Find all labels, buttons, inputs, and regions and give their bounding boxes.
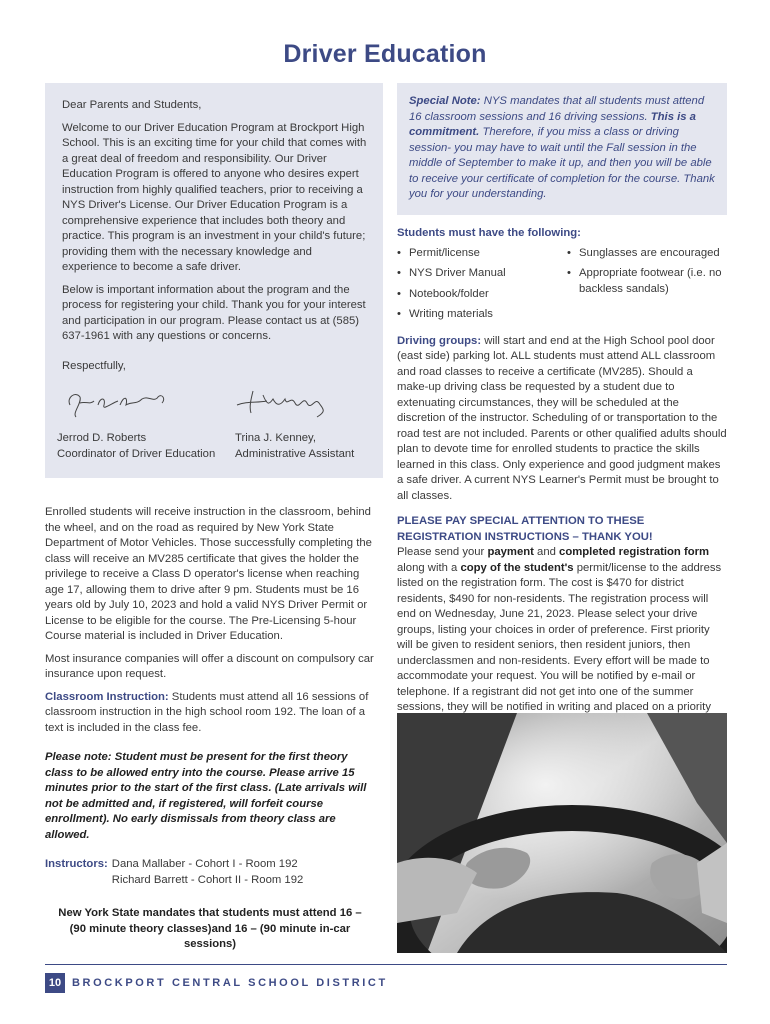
right-column: [397, 226, 727, 731]
registration-instructions: [397, 545, 727, 731]
instructor-2: Richard Barrett - Cohort II - Room 192: [111, 873, 304, 886]
signer-kenney: [235, 431, 354, 462]
registration-text: permit/license to the address listed on the registration form. The cost is $470 for district residents, $490 for non-residents. The registration process will end on Wednesday, June 21, 2023. Please select your drive groups, listing your choices in order of preference. First priority will be given to resident seniors, then resident juniors, then underclassmen and non-residents. Every effort will be made to accommodate your request. You will be notified by e-mail or telephone. If a registrant did not get into one of the summer sessions, they will be notified in writing and placed on a priority: [397, 561, 722, 713]
welcome-letter: [45, 83, 383, 478]
mandate-line-1: New York State mandates that students must attend 16 –: [58, 907, 362, 919]
special-note-text-2: Therefore, if you miss a class or driving session- you may have to wait until the Fall session in the middle of September to make it up, and then you will be able to receive your certificate of completion for the course. Thank you for your understanding.: [409, 126, 715, 200]
list-item: • Writing materials: [397, 307, 567, 323]
list-item: • Sunglasses are encouraged: [567, 246, 727, 262]
steering-wheel-photo: [397, 713, 727, 953]
list-item: • Appropriate footwear (i.e. no backless sandals): [567, 266, 727, 297]
list-item: • NYS Driver Manual: [397, 266, 567, 282]
letter-greeting: Dear Parents and Students,: [62, 99, 202, 111]
footer-divider: [45, 964, 727, 965]
registration-text: Please send your: [397, 546, 488, 558]
requirements-heading: Students must have the following:: [397, 227, 581, 239]
list-item: • Permit/license: [397, 246, 567, 262]
please-note: Please note: Student must be present for the first theory class to be allowed entry into the course. Please arrive 15 minutes prior to the start of the first class. (Late arrivals will not be admitted and, if registered, will forfeit course enrollment). No early dismissals from theory class are allowed.: [45, 751, 367, 841]
signature-kenney: [233, 381, 333, 421]
instructors: [45, 857, 375, 888]
driving-groups-text: will start and end at the High School pool door (east side) parking lot. ALL students must attend ALL classroom and road classes to receive a certificate (MV285). Should a make-up driving class be requested by a student due to extenuating circumstances, they will be scheduled at the discretion of the instructor. Scheduling of or transportation to the road test are not included. Parents or other qualified adults should plan to devote time for enrolled students to practice the skills learned in this class. Only experience and good judgment makes a safe driver. A current NYS Learner's Permit must be brought to all classes.: [397, 334, 727, 502]
letter-paragraph-2: Below is important information about the program and the process for registering your child. Thank you for your interest and participation in our program. Please contact us at (585) 637-1961 with any questions or concerns.: [62, 283, 366, 342]
instructors-label: Instructors:: [45, 858, 108, 870]
mandate-line-2: (90 minute theory classes)and 16 – (90 minute in-car sessions): [69, 922, 351, 950]
left-column: [45, 505, 375, 953]
special-note-text-1: NYS mandates that all students must attend 16 classroom sessions and 16 driving sessions.: [409, 95, 705, 123]
insurance-paragraph: Most insurance companies will offer a discount on compulsory car insurance upon request.: [45, 652, 374, 680]
classroom-label: Classroom Instruction:: [45, 690, 169, 703]
mandate-statement: [45, 906, 375, 953]
list-item: • Notebook/folder: [397, 287, 567, 303]
district-name: BROCKPORT CENTRAL SCHOOL DISTRICT: [72, 977, 388, 989]
special-note-commitment: This is a commitment.: [409, 110, 696, 138]
requirements-list: [397, 246, 727, 328]
classroom-text: Students must attend all 16 sessions of classroom instruction in the high school room 192. The loan of a text is included in the class fee.: [45, 690, 369, 734]
signer-title: Coordinator of Driver Education: [57, 447, 216, 460]
driving-groups-paragraph: [397, 334, 727, 505]
classroom-paragraph: [45, 690, 375, 737]
registration-bold: completed registration form: [559, 546, 710, 558]
registration-bold: payment: [487, 546, 534, 558]
letter-closing: Respectfully,: [62, 359, 126, 372]
signer-name: Jerrod D. Roberts: [57, 432, 147, 444]
registration-text: along with a: [397, 561, 461, 574]
signature-roberts: [62, 383, 172, 423]
registration-text: and: [533, 546, 560, 558]
signer-title: Administrative Assistant: [235, 447, 355, 460]
instructor-1: Dana Mallaber - Cohort I - Room 192: [111, 858, 298, 870]
enrolled-paragraph: Enrolled students will receive instruction in the classroom, behind the wheel, and on the road as required by New York State Department of Motor Vehicles. Those successfully completing the class will receive an MV285 certificate that gives the holder the privilege to receive a Class D operator's license when reaching age 17, allowing them to drive after 9 pm. Students must be 16 years old by July 10, 2023 and hold a valid NYS Driver Permit or License to be eligible for the course. The Pre-Licensing 5-hour Course material is included in Driver Education.: [45, 506, 372, 642]
registration-heading: PLEASE PAY SPECIAL ATTENTION TO THESE REGISTRATION INSTRUCTIONS – THANK YOU!: [397, 515, 653, 543]
special-note-box: [397, 83, 727, 215]
registration-bold: copy of the student's: [460, 561, 574, 574]
signer-name: Trina J. Kenney,: [235, 432, 316, 444]
driving-groups-label: Driving groups:: [397, 334, 482, 347]
page-number: 10: [45, 973, 65, 993]
special-note-label: Special Note:: [409, 95, 481, 107]
page-title: Driver Education: [283, 40, 487, 68]
signer-roberts: [57, 431, 215, 462]
letter-paragraph-1: Welcome to our Driver Education Program at Brockport High School. This is an exciting time for your child that comes with a great deal of freedom and responsibility. Our Driver Education Program is offered to anyone who desires expert instruction from highly qualified teachers, prior to receiving a NYS Driver's License. Our Driver Education Program is a comprehensive experience that includes both theory and practice. This program is an investment in your child's future; providing them with the necessary knowledge and experience to become a safe driver.: [62, 121, 367, 273]
